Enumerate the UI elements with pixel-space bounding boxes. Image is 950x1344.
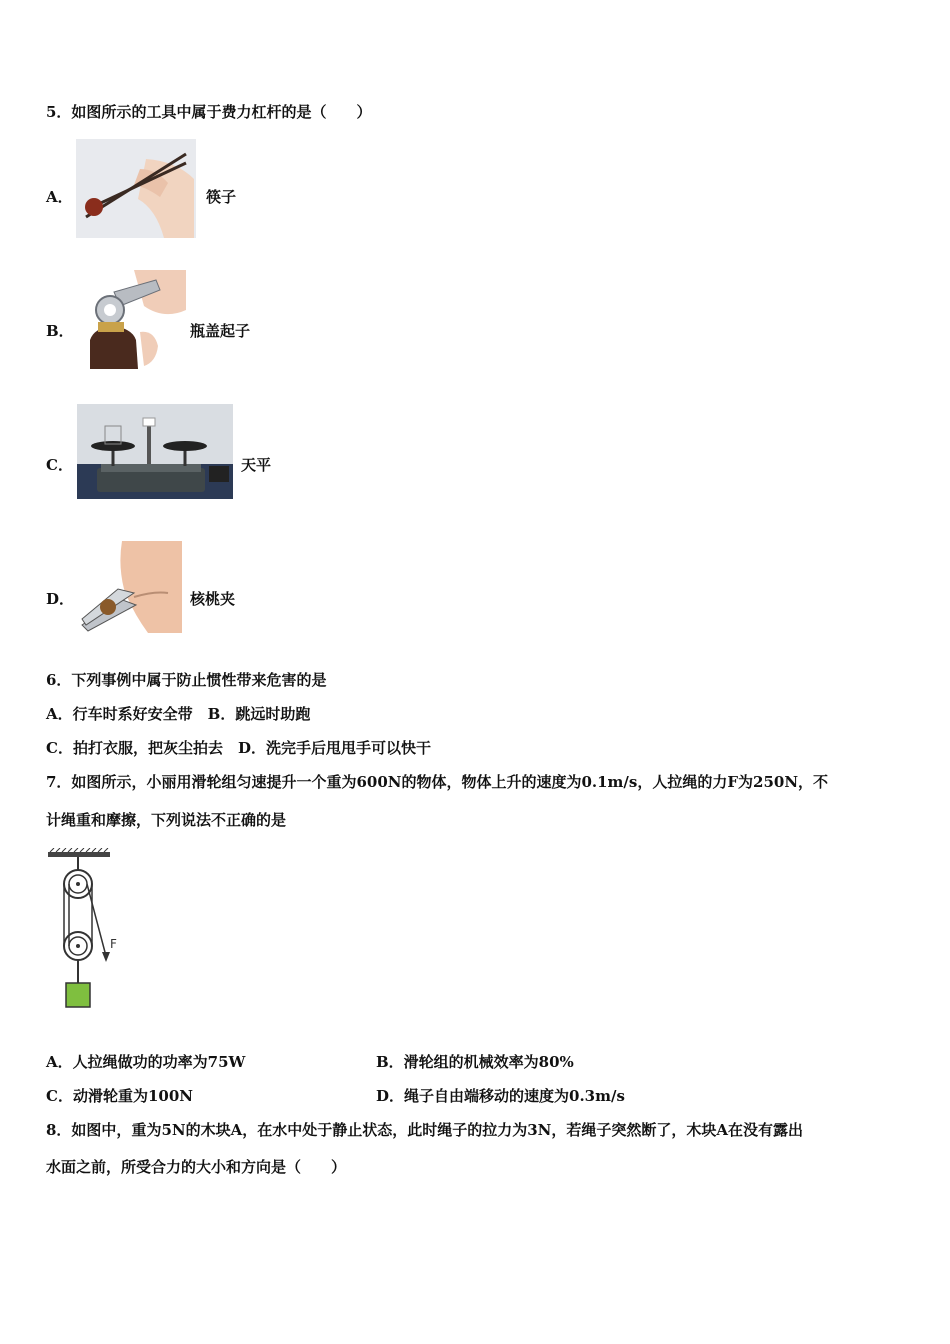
q7-option-a: A．人拉绳做功的功率为75W	[46, 1053, 246, 1071]
q5-option-a-text: 筷子	[206, 188, 237, 206]
q7-option-d: D．绳子自由端移动的速度为0.3m/s	[376, 1087, 625, 1105]
bottle-opener-image	[84, 270, 186, 369]
q5-option-b-label: B．	[46, 322, 74, 340]
q6-stem: 6．下列事例中属于防止惯性带来危害的是	[46, 671, 327, 689]
q5-option-d-text: 核桃夹	[190, 590, 236, 608]
q5-stem: 5．如图所示的工具中属于费力杠杆的是（ ）	[46, 103, 372, 121]
q8-stem-line-1: 8．如图中，重为5N的木块A，在水中处于静止状态，此时绳子的拉力为3N，若绳子突然断了，木块A在没有露出	[46, 1121, 804, 1139]
q5-option-d-label: D．	[46, 590, 75, 608]
q7-stem-line-2: 计绳重和摩擦，下列说法不正确的是	[46, 811, 287, 829]
q5-option-c-label: C．	[46, 456, 73, 474]
chopsticks-image	[76, 139, 196, 238]
q5-option-a-label: A．	[46, 188, 73, 206]
force-label: F	[110, 937, 117, 951]
q7-option-c: C．动滑轮重为100N	[46, 1087, 193, 1105]
q5-option-b-text: 瓶盖起子	[190, 322, 251, 340]
pulley-diagram	[44, 848, 126, 1010]
q7-stem-line-1: 7．如图所示，小丽用滑轮组匀速提升一个重为600N的物体，物体上升的速度为0.1m/s，人拉绳的力F为250N，不	[46, 773, 829, 791]
q6-options-line-1: A．行车时系好安全带 B．跳远时助跑	[46, 705, 311, 723]
q7-option-b: B．滑轮组的机械效率为80%	[376, 1053, 574, 1071]
balance-image	[77, 404, 233, 499]
q6-options-line-2: C．拍打衣服，把灰尘拍去 D．洗完手后甩甩手可以快干	[46, 739, 431, 757]
q8-stem-line-2: 水面之前，所受合力的大小和方向是（ ）	[46, 1158, 347, 1176]
q5-option-c-text: 天平	[241, 456, 272, 474]
nutcracker-image	[78, 541, 182, 633]
